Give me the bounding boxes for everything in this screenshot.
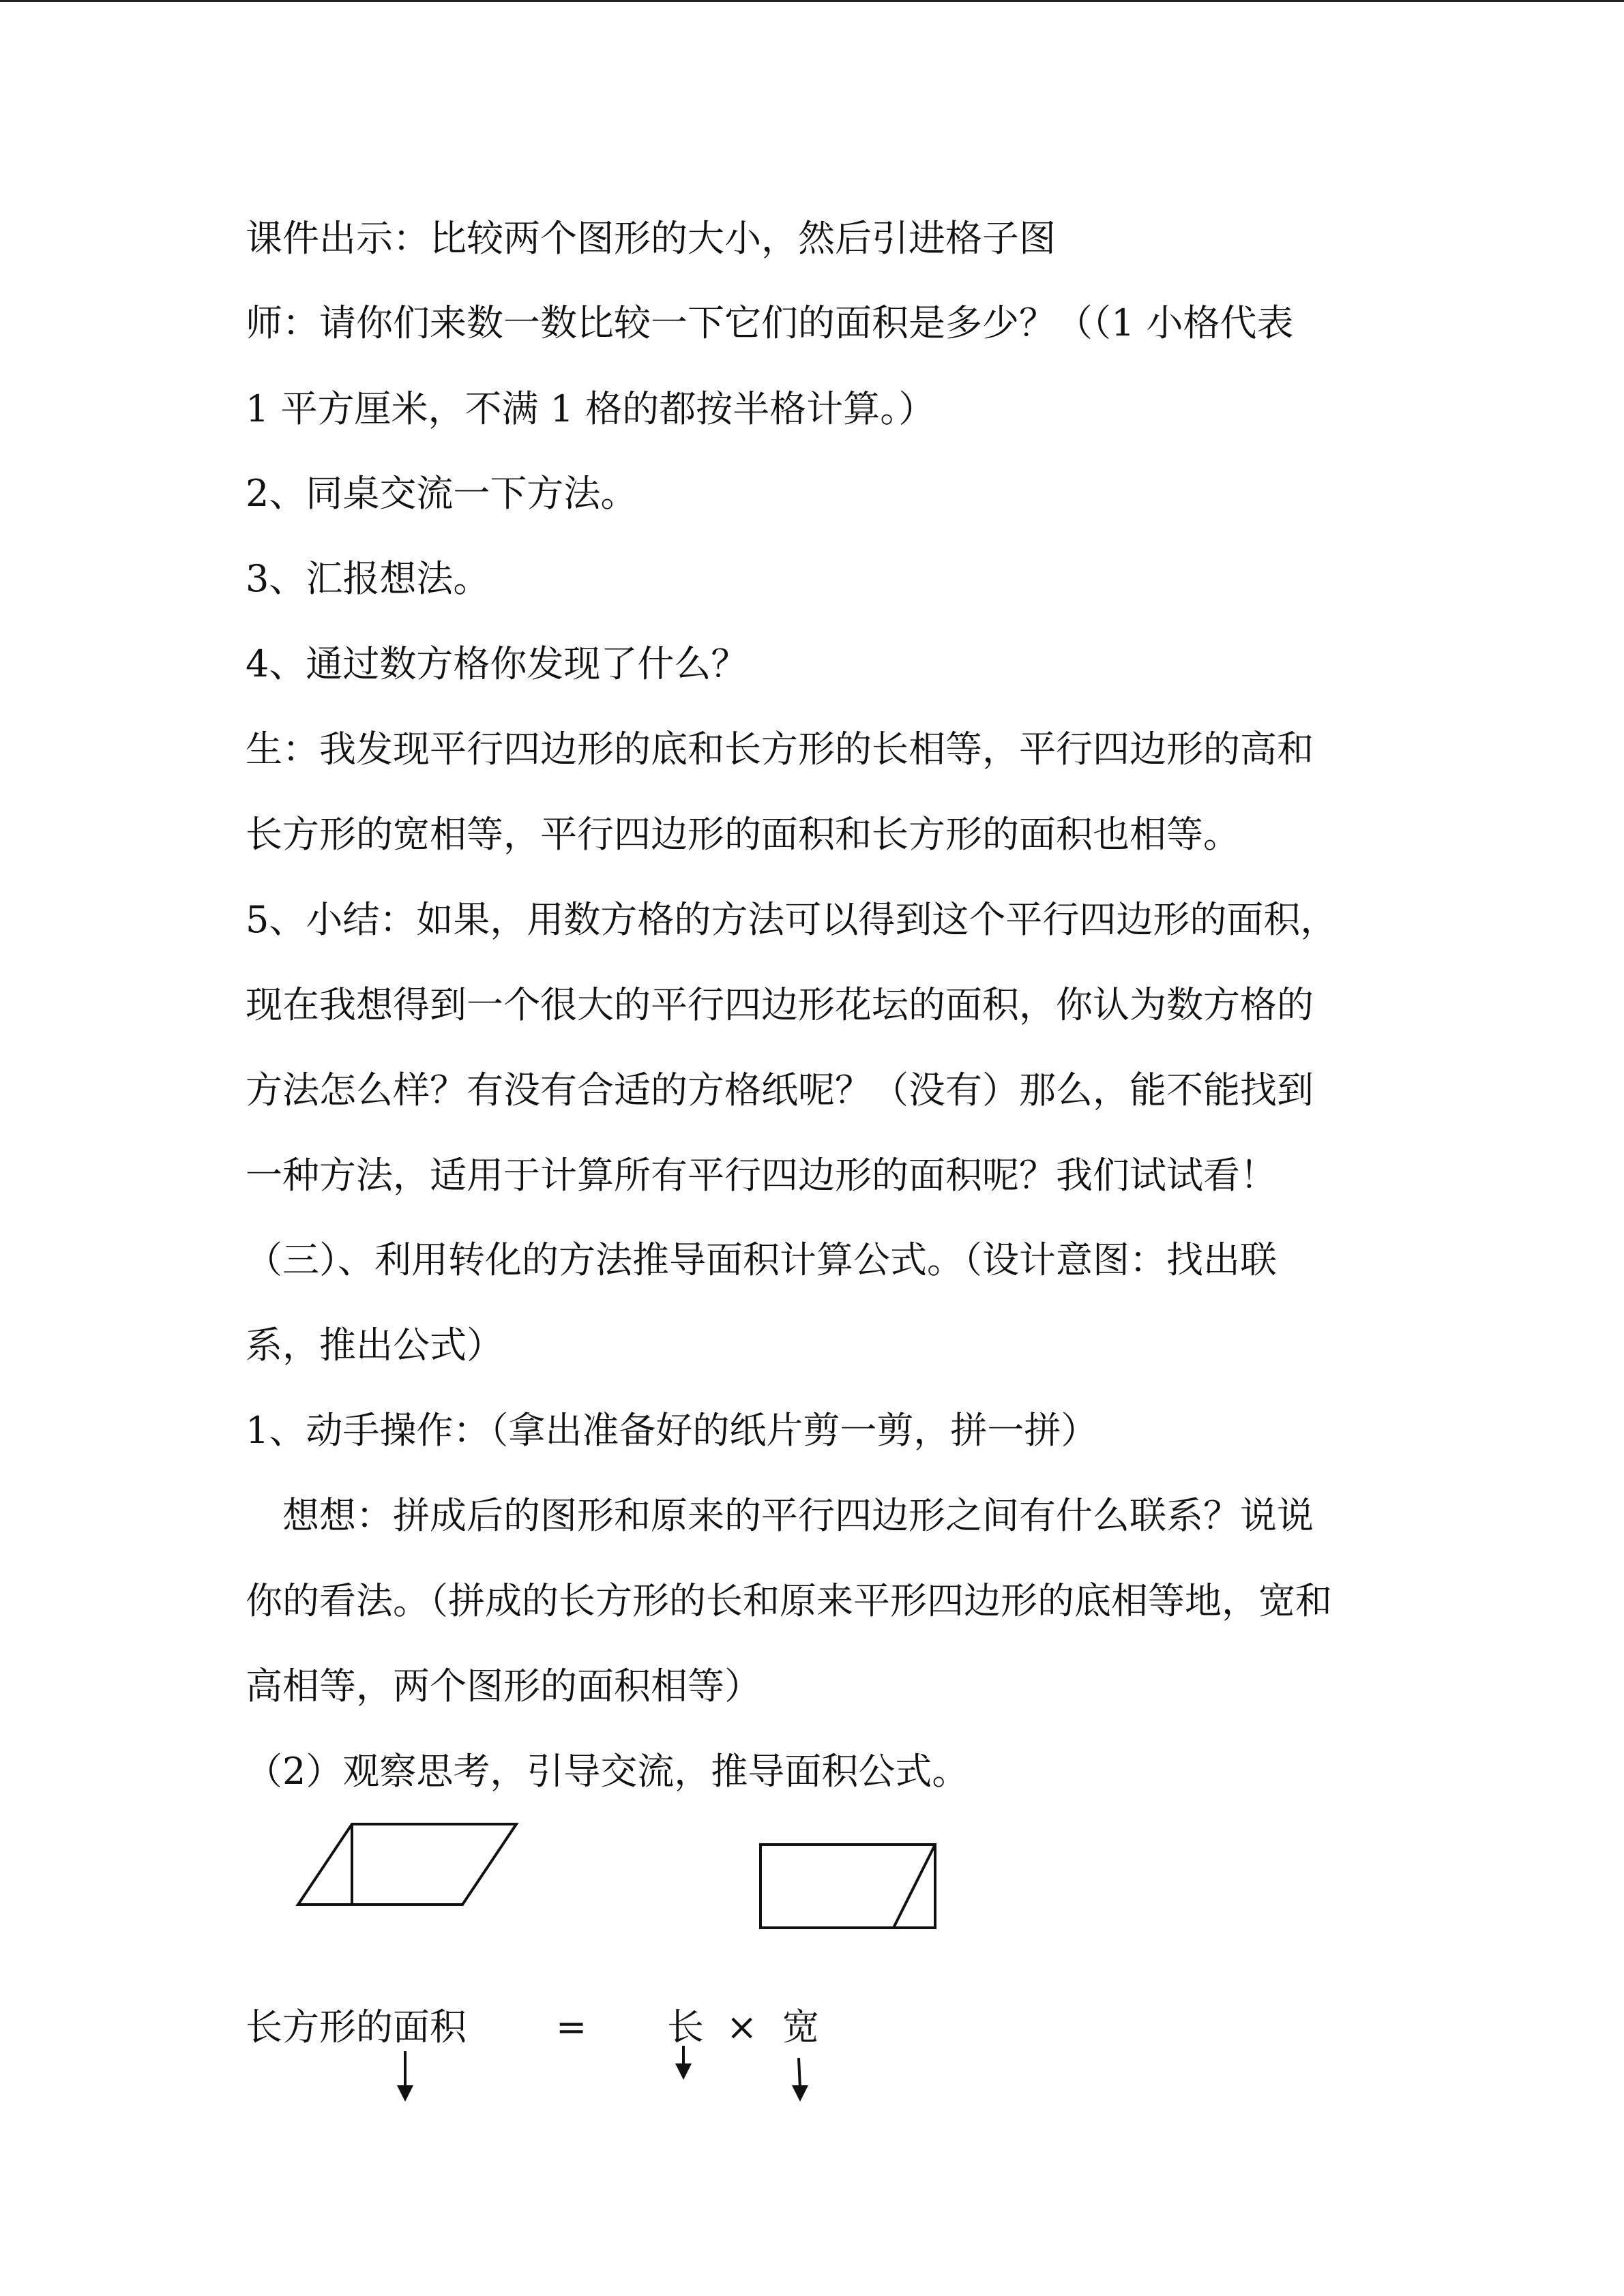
rectangle-shape <box>761 1845 935 1928</box>
text-line-4: 2、同桌交流一下方法。 <box>246 472 638 515</box>
text-line-3: 1 平方厘米，不满 1 格的都按半格计算。） <box>246 387 936 430</box>
formula-times: × <box>726 2006 758 2048</box>
text-line-16: 想想：拼成后的图形和原来的平行四边形之间有什么联系？说说 <box>246 1494 1314 1537</box>
text-line-7: 生：我发现平行四边形的底和长方形的长相等，平行四边形的高和 <box>246 728 1314 771</box>
text-line-17: 你的看法。（拼成的长方形的长和原来平形四边形的底相等地，宽和 <box>246 1579 1332 1622</box>
text-line-5: 3、汇报想法。 <box>246 557 490 600</box>
text-line-10: 现在我想得到一个很大的平行四边形花坛的面积，你认为数方格的 <box>246 983 1314 1026</box>
arrow-down-length <box>675 2046 692 2080</box>
formula-equals: = <box>556 2006 587 2048</box>
text-line-14: 系，推出公式） <box>246 1324 503 1367</box>
text-line-12: 一种方法，适用于计算所有平行四边形的面积呢？我们试试看！ <box>246 1154 1277 1197</box>
text-line-9: 5、小结：如果，用数方格的方法可以得到这个平行四边形的面积， <box>246 898 1338 941</box>
text-line-13: （三）、利用转化的方法推导面积计算公式。（设计意图：找出联 <box>246 1238 1277 1281</box>
text-line-1: 课件出示：比较两个图形的大小，然后引进格子图 <box>246 217 1056 260</box>
formula-area-label: 长方形的面积 <box>246 2006 467 2048</box>
text-line-18: 高相等，两个图形的面积相等） <box>246 1665 761 1708</box>
text-line-8: 长方形的宽相等，平行四边形的面积和长方形的面积也相等。 <box>246 813 1240 856</box>
arrow-down-area <box>397 2051 413 2102</box>
formula-length: 长 <box>667 2006 704 2048</box>
text-line-6: 4、通过数方格你发现了什么？ <box>246 642 748 685</box>
formula-width: 宽 <box>782 2006 819 2048</box>
parallelogram-shape <box>298 1824 516 1905</box>
arrow-down-width <box>792 2058 808 2102</box>
text-line-2: 师：请你们来数一数比较一下它们的面积是多少？（（1 小格代表 <box>246 301 1294 344</box>
text-line-19: （2）观察思考，引导交流，推导面积公式。 <box>246 1750 969 1793</box>
rectangle-cut-line <box>894 1845 935 1928</box>
text-line-11: 方法怎么样？有没有合适的方格纸呢？（没有）那么，能不能找到 <box>246 1069 1314 1112</box>
text-line-15: 1、动手操作：（拿出准备好的纸片剪一剪，拼一拼） <box>246 1409 1098 1452</box>
